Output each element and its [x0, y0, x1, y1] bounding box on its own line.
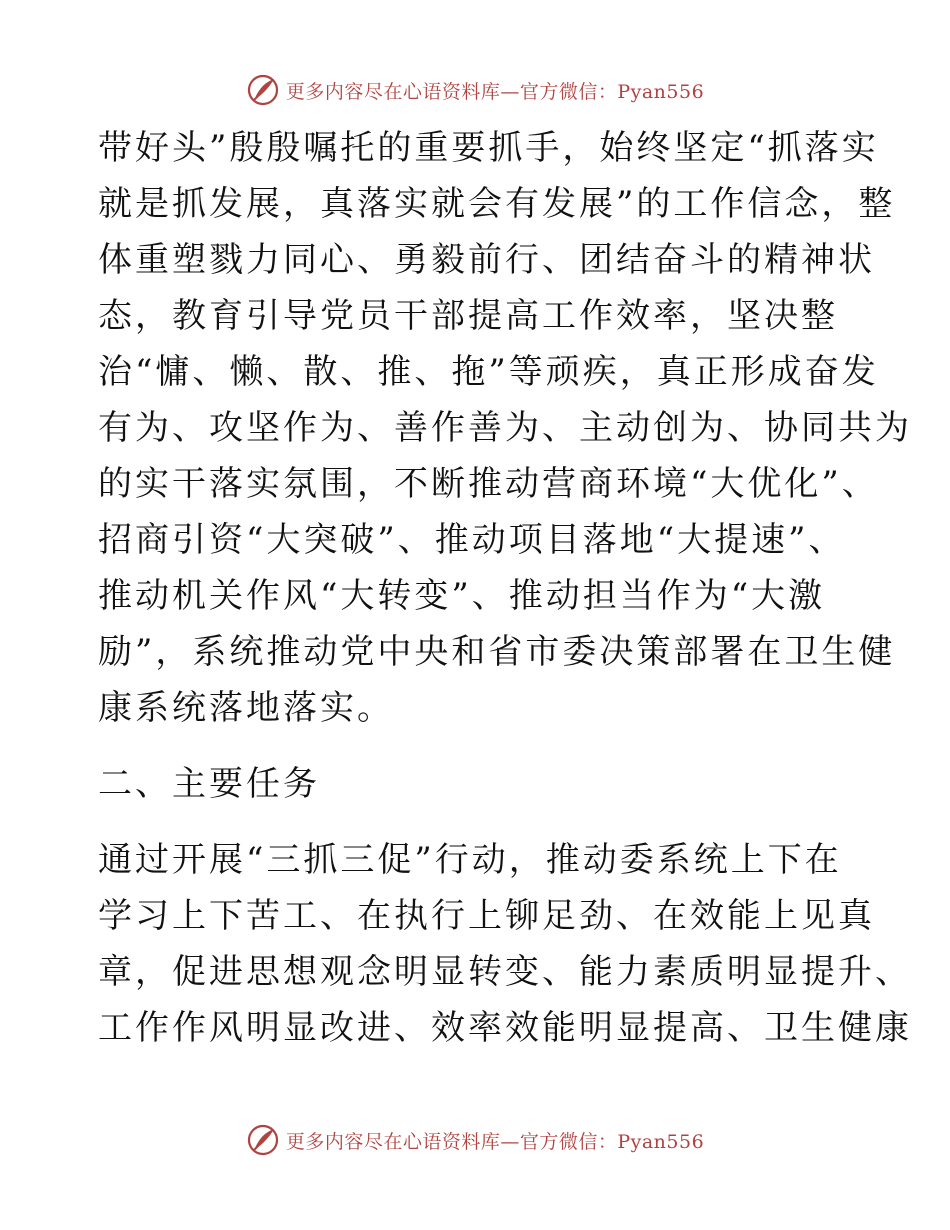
text-line: 带好头”殷殷嘱托的重要抓手，始终坚定“抓落实 [98, 128, 879, 168]
quill-logo-icon [246, 73, 280, 107]
text-line: 康系统落地落实。 [98, 688, 394, 728]
text-line: 就是抓发展，真落实就会有发展”的工作信念，整 [98, 184, 896, 224]
quill-logo-icon [246, 1123, 280, 1157]
section-heading: 二、主要任务 [98, 764, 320, 804]
footer-banner [0, 1120, 950, 1160]
footer-banner-text: 更多内容尽在心语资料库—官方微信：Pyan556 [285, 1130, 705, 1153]
text-line: 招商引资“大突破”、推动项目落地“大提速”、 [98, 520, 846, 560]
text-line: 态，教育引导党员干部提高工作效率，坚决整 [98, 296, 838, 336]
header-banner [0, 70, 950, 110]
text-line: 有为、攻坚作为、善作善为、主动创为、协同共为 [98, 408, 912, 448]
text-line: 体重塑戮力同心、勇毅前行、团结奋斗的精神状 [98, 240, 875, 280]
text-line: 工作作风明显改进、效率效能明显提高、卫生健康 [98, 1008, 912, 1048]
paragraph-2 [98, 832, 912, 1056]
text-line: 励”，系统推动党中央和省市委决策部署在卫生健 [98, 632, 896, 672]
text-line: 通过开展“三抓三促”行动，推动委系统上下在 [98, 840, 842, 880]
header-banner-text: 更多内容尽在心语资料库—官方微信：Pyan556 [285, 80, 705, 103]
text-line: 的实干落实氛围，不断推动营商环境“大优化”、 [98, 464, 879, 504]
text-line: 治“慵、懒、散、推、拖”等顽疾，真正形成奋发 [98, 352, 879, 392]
paragraph-1 [98, 120, 912, 736]
text-line: 章，促进思想观念明显转变、能力素质明显提升、 [98, 952, 912, 992]
document-body [98, 120, 912, 1056]
text-line: 推动机关作风“大转变”、推动担当作为“大激 [98, 576, 826, 616]
text-line: 学习上下苦工、在执行上铆足劲、在效能上见真 [98, 896, 875, 936]
